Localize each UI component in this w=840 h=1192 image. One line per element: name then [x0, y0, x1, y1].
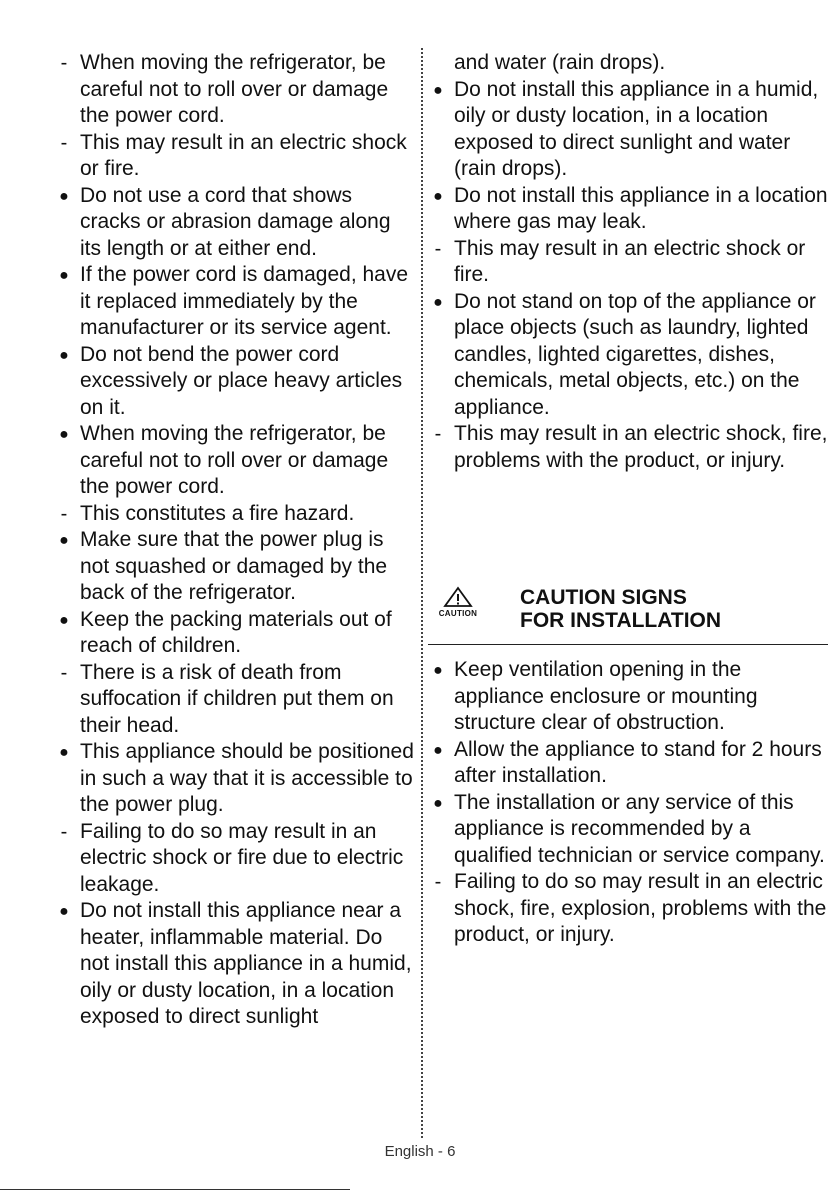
bullet-icon: ● [433, 187, 443, 205]
list-item [428, 50, 828, 77]
dash-icon: - [60, 502, 68, 525]
list-item-text: There is a risk of death from suffocation if children put them on their head. [80, 660, 394, 737]
list-item [54, 262, 414, 342]
list-item [428, 790, 828, 870]
dash-icon: - [434, 237, 442, 260]
list-item-text: Do not bend the power cord excessively or place heavy articles on it. [80, 342, 403, 419]
list-item [54, 130, 414, 183]
list-item-text: Failing to do so may result in an electric shock or fire due to electric leakage. [80, 819, 404, 896]
bullet-icon: ● [433, 293, 443, 311]
list-item [54, 898, 414, 1031]
list-item-text: and water (rain drops). [454, 51, 666, 74]
list-item-text: If the power cord is damaged, have it replaced immediately by the manufacturer or its service agent. [80, 263, 409, 339]
caution-section-header [428, 584, 828, 645]
dash-icon: - [60, 131, 68, 154]
dash-icon: - [434, 423, 442, 445]
list-item-text: Keep ventilation opening in the appliance enclosure or mounting structure clear of obstruction. [454, 658, 758, 734]
warning-triangle-icon [428, 584, 488, 618]
list-item [54, 660, 414, 740]
dash-icon: - [60, 52, 68, 74]
list-item-text: Allow the appliance to stand for 2 hours after installation. [454, 737, 822, 787]
right-column-list [428, 50, 828, 474]
list-item [54, 421, 414, 501]
bottom-rule [0, 1189, 350, 1190]
bullet-icon: ● [433, 81, 443, 99]
list-item-text: Make sure that the power plug is not squashed or damaged by the back of the refrigerator. [80, 528, 388, 604]
list-item-text: The installation or any service of this appliance is recommended by a qualified technician or service company. [454, 790, 825, 867]
list-item [428, 183, 828, 236]
caution-list [428, 657, 828, 949]
list-item [428, 77, 828, 183]
dash-icon: - [60, 820, 68, 843]
bullet-icon: ● [59, 611, 69, 629]
list-item [428, 289, 828, 422]
bullet-icon: ● [433, 794, 443, 812]
bullet-icon: ● [433, 741, 443, 759]
bullet-icon: ● [59, 426, 69, 443]
list-item [428, 657, 828, 737]
list-item-text: Do not install this appliance near a heater, inflammable material. Do not install this appliance in a humid, oily or dusty location, in a location exposed to direct sunlight [80, 899, 412, 1028]
list-item-text: This may result in an electric shock or fire. [80, 130, 407, 180]
list-item-text: This constitutes a fire hazard. [80, 501, 355, 525]
bullet-icon: ● [59, 187, 69, 205]
caution-icon-label: CAUTION [438, 609, 478, 618]
list-item-text: This may result in an electric shock, fire, problems with the product, or injury. [454, 422, 828, 472]
list-item [54, 183, 414, 263]
caution-title-line2: FOR INSTALLATION [520, 609, 722, 632]
bullet-icon: ● [59, 903, 69, 920]
bullet-icon: ● [59, 346, 69, 364]
right-column [428, 50, 828, 949]
dash-icon: - [434, 871, 442, 893]
list-item [428, 869, 828, 949]
list-item-text: Do not install this appliance in a location where gas may leak. [454, 183, 828, 233]
list-item-text: When moving the refrigerator, be careful not to roll over or damage the power cord. [80, 51, 389, 127]
list-item [428, 421, 828, 474]
left-column [54, 50, 414, 1031]
list-item-text: Do not use a cord that shows cracks or abrasion damage along its length or at either end. [80, 183, 391, 260]
list-item-text: When moving the refrigerator, be careful not to roll over or damage the power cord. [80, 422, 389, 498]
bullet-icon: ● [59, 532, 69, 549]
list-item [54, 342, 414, 422]
bullet-icon: ● [59, 744, 69, 761]
list-item [54, 739, 414, 819]
list-item [54, 50, 414, 130]
list-item [54, 607, 414, 660]
list-item [54, 819, 414, 899]
list-item-text: Failing to do so may result in an electric shock, fire, explosion, problems with the product, or injury. [454, 870, 827, 946]
list-item-text: Do not install this appliance in a humid, oily or dusty location, in a location exposed to direct sunlight and water (rain drops). [454, 77, 819, 180]
bullet-icon: ● [433, 662, 443, 679]
bullet-icon: ● [59, 267, 69, 284]
list-item [428, 236, 828, 289]
list-item [428, 737, 828, 790]
list-item-text: This may result in an electric shock or fire. [454, 236, 806, 286]
list-item-text: Keep the packing materials out of reach of children. [80, 607, 392, 657]
caution-title [520, 586, 721, 632]
list-item [54, 501, 414, 528]
list-item-text: Do not stand on top of the appliance or place objects (such as laundry, lighted candles, lighted cigarettes, dishes, chemicals, metal objects, etc.) on the appliance. [454, 289, 816, 419]
page-footer: English - 6 [384, 1143, 456, 1160]
dash-icon: - [60, 661, 68, 684]
list-item [54, 527, 414, 607]
caution-title-line1: CAUTION SIGNS [520, 586, 687, 609]
list-item-text: This appliance should be positioned in such a way that it is accessible to the power plug. [80, 740, 414, 816]
column-divider [421, 48, 423, 1138]
